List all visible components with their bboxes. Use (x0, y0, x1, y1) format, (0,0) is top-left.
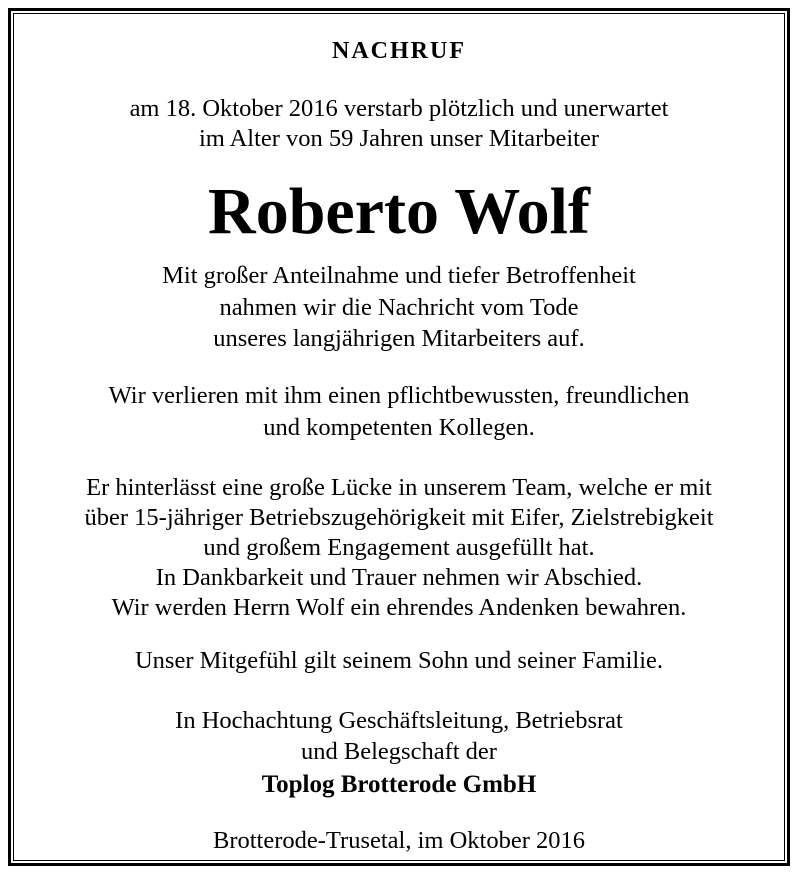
intro-line-2: im Alter von 59 Jahren unser Mitarbeiter (198, 125, 600, 152)
deceased-name: Roberto Wolf (208, 175, 590, 248)
paragraph3-line-2: über 15-jähriger Betriebszugehörigkeit mit Eifer, Zielstrebigkeit (84, 504, 714, 531)
place-date: Brotterode-Trusetal, im Oktober 2016 (213, 827, 585, 854)
obituary-notice (14, 14, 784, 860)
paragraph4-line: Unser Mitgefühl gilt seinem Sohn und seiner Familie. (134, 647, 664, 674)
notice-heading: NACHRUF (332, 38, 466, 64)
paragraph3-line-5: Wir werden Herrn Wolf ein ehrendes Andenken bewahren. (111, 594, 687, 621)
signature-line-1: In Hochachtung Geschäftsleitung, Betriebsrat (175, 707, 623, 734)
signature-line-2: und Belegschaft der (301, 738, 497, 765)
intro-line-1: am 18. Oktober 2016 verstarb plötzlich und unerwartet (129, 95, 669, 122)
paragraph1-line-3: unseres langjährigen Mitarbeiters auf. (213, 325, 585, 352)
paragraph1-line-2: nahmen wir die Nachricht vom Tode (219, 294, 579, 321)
paragraph3-line-4: In Dankbarkeit und Trauer nehmen wir Abschied. (155, 564, 643, 591)
paragraph2-line-2: und kompetenten Kollegen. (263, 414, 535, 441)
paragraph1-line-1: Mit großer Anteilnahme und tiefer Betroffenheit (162, 262, 636, 289)
paragraph3-line-1: Er hinterlässt eine große Lücke in unserem Team, welche er mit (86, 474, 712, 501)
company-name: Toplog Brotterode GmbH (261, 771, 537, 798)
paragraph3-line-3: und großem Engagement ausgefüllt hat. (203, 534, 595, 561)
paragraph2-line-1: Wir verlieren mit ihm einen pflichtbewussten, freundlichen (108, 382, 690, 409)
